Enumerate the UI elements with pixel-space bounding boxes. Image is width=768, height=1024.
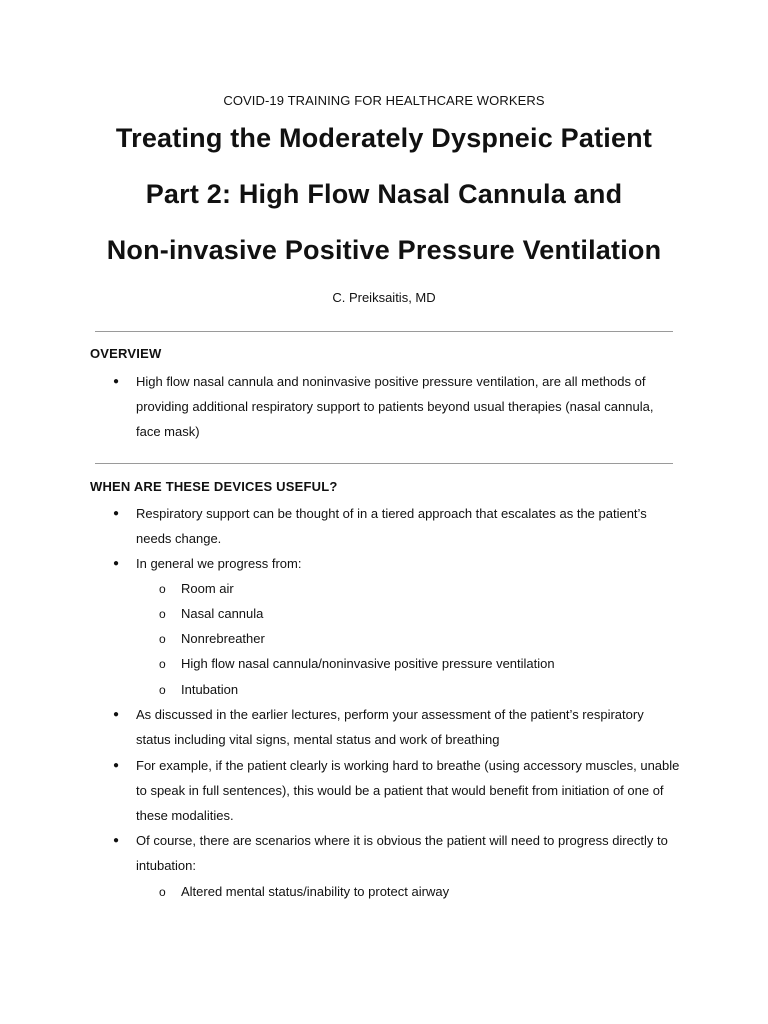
progression-item: Intubation xyxy=(181,682,239,697)
overview-item-1-line-2: providing additional respiratory support to patients beyond usual therapies (nasal cannula, xyxy=(136,399,654,414)
sub-bullet-marker: o xyxy=(159,657,166,671)
bullet-marker: ● xyxy=(113,835,120,846)
progression-item: Nasal cannula xyxy=(181,606,264,621)
devices-item-3-line-2: status including vital signs, mental status and work of breathing xyxy=(136,732,500,747)
section-divider xyxy=(95,463,673,464)
devices-heading: WHEN ARE THESE DEVICES USEFUL? xyxy=(90,479,338,494)
progression-item: High flow nasal cannula/noninvasive positive pressure ventilation xyxy=(181,656,555,671)
sub-bullet-marker: o xyxy=(159,582,166,596)
title-line-1: Treating the Moderately Dyspneic Patient xyxy=(115,123,653,153)
bullet-marker: ● xyxy=(113,709,120,720)
overview-item-1-line-3: face mask) xyxy=(136,424,200,439)
sub-bullet-marker: o xyxy=(159,683,166,697)
devices-item-5-line-2: intubation: xyxy=(136,858,196,873)
overview-item-1-line-1: High flow nasal cannula and noninvasive positive pressure ventilation, are all methods of xyxy=(136,374,646,389)
overview-heading: OVERVIEW xyxy=(90,346,162,361)
section-divider xyxy=(95,331,673,332)
devices-item-5-line-1: Of course, there are scenarios where it is obvious the patient will need to progress directly to xyxy=(136,833,668,848)
devices-item-4-line-1: For example, if the patient clearly is working hard to breathe (using accessory muscles, unable xyxy=(136,758,680,773)
progression-item: Nonrebreather xyxy=(181,631,265,646)
author-byline: C. Preiksaitis, MD xyxy=(332,290,436,305)
progression-item: Room air xyxy=(181,581,234,596)
sub-bullet-marker: o xyxy=(159,885,166,899)
bullet-marker: ● xyxy=(113,376,120,387)
bullet-marker: ● xyxy=(113,760,120,771)
title-line-3: Non-invasive Positive Pressure Ventilation xyxy=(106,235,662,265)
devices-item-3-line-1: As discussed in the earlier lectures, perform your assessment of the patient’s respiratory xyxy=(136,707,644,722)
bullet-marker: ● xyxy=(113,508,120,519)
bullet-marker: ● xyxy=(113,558,120,569)
devices-item-4-line-2: to speak in full sentences), this would be a patient that would benefit from initiation of one of xyxy=(136,783,664,798)
devices-item-4-line-3: these modalities. xyxy=(136,808,234,823)
sub-bullet-marker: o xyxy=(159,607,166,621)
devices-item-1-line-1: Respiratory support can be thought of in a tiered approach that escalates as the patient’s xyxy=(136,506,647,521)
devices-item-1-line-2: needs change. xyxy=(136,531,222,546)
document-supertitle: COVID-19 TRAINING FOR HEALTHCARE WORKERS xyxy=(223,93,545,108)
sub-bullet-marker: o xyxy=(159,632,166,646)
intubation-reason: Altered mental status/inability to protect airway xyxy=(181,884,450,899)
title-line-2: Part 2: High Flow Nasal Cannula and xyxy=(145,179,623,209)
devices-item-2: In general we progress from: xyxy=(136,556,302,571)
